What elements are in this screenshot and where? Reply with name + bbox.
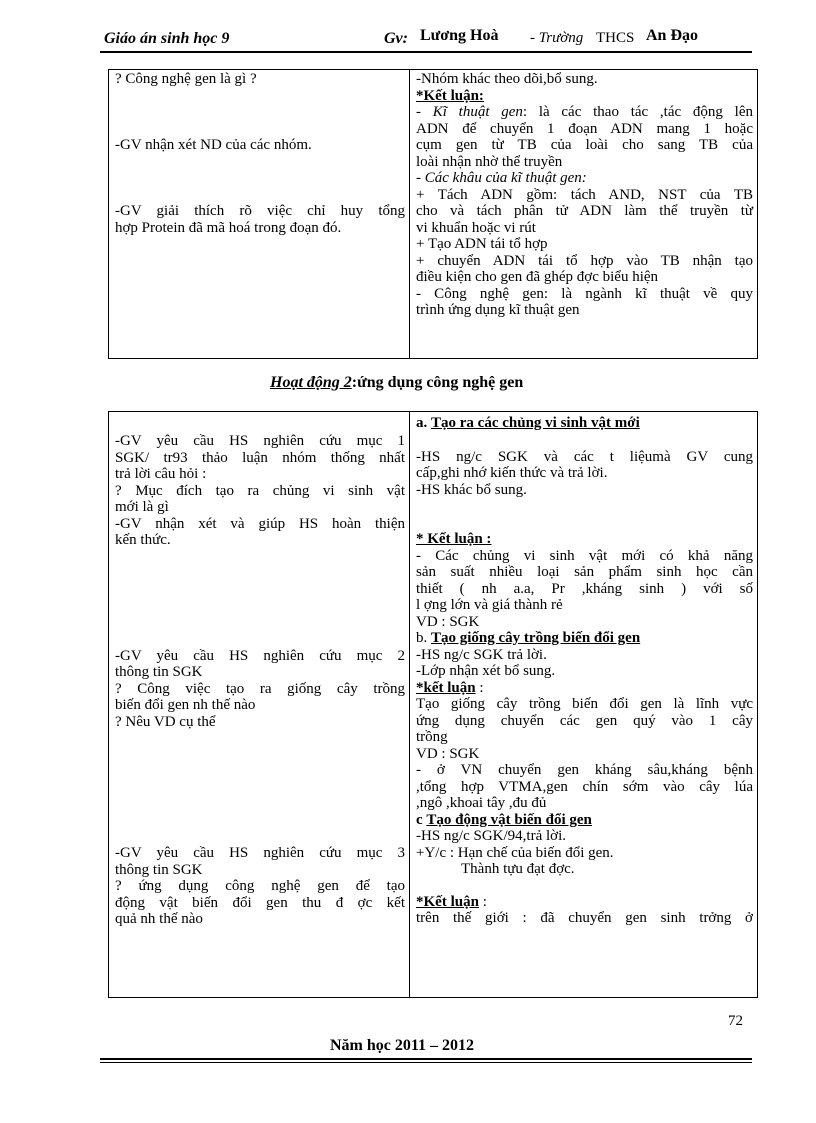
- text-line: vi khuẩn hoặc vi rút: [416, 219, 536, 236]
- teacher-column-1: [109, 70, 410, 359]
- section-heading: [270, 374, 523, 392]
- text-line: ? Nêu VD cụ thể: [115, 713, 216, 730]
- school-label: - Trường: [530, 30, 584, 46]
- text-line: + Tạo ADN tái tổ hợp: [416, 236, 548, 252]
- text-line: -GV nhận xét và giúp HS hoàn thiện: [115, 515, 405, 532]
- text-line: - ở VN chuyển gen kháng sâu,kháng bệnh: [416, 762, 753, 778]
- text-line: -HS ng/c SGK/94,trả lời.: [416, 828, 567, 844]
- conclusion-heading: * Kết luận :: [416, 531, 492, 547]
- text-line: l ợng lớn và giá thành rẻ: [416, 597, 563, 613]
- text-line: cụm gen từ TB của loài cho sang TB của: [416, 137, 753, 153]
- text-line: :: [475, 679, 484, 696]
- text-line: ? ứng dụng công nghệ gen để tạo: [115, 878, 405, 894]
- text-line: -Nhóm khác theo dõi,bổ sung.: [416, 71, 598, 87]
- text-line: trồng: [416, 729, 448, 745]
- text-line: trên thế giới : đã chuyển gen sinh trởng ở: [416, 910, 753, 926]
- text-line: -GV yêu cầu HS nghiên cứu mục 2: [115, 647, 405, 664]
- text-line: -HS ng/c SGK trả lời.: [416, 646, 547, 663]
- text-line: điều kiện cho gen đã ghép đợc biểu hiện: [416, 269, 659, 285]
- text-line: Tạo giống cây trồng biến đổi gen là lĩnh vực: [416, 696, 753, 712]
- text-line: : là các thao tác ,tác động lên: [522, 104, 753, 120]
- question-line: ? Công nghệ gen là gì ?: [115, 71, 257, 87]
- section-title-c: Tạo động vật biến đổi gen: [426, 811, 592, 828]
- heading-text: :ứng dụng công nghệ gen: [351, 374, 524, 391]
- text-line: quả nh thế nào: [115, 911, 203, 927]
- text-line: mới là gì: [115, 499, 169, 515]
- footer-rule: [100, 1058, 752, 1060]
- teacher-name: Lương Hoà: [420, 27, 499, 44]
- text-line: thiết ( nh a.a, Pr ,kháng sinh ) với số: [416, 580, 753, 597]
- section-title-b: Tạo giống cây trồng biến đổi gen: [431, 630, 641, 646]
- term-label: - Kĩ thuật gen: [416, 104, 523, 120]
- activity1-table: [108, 69, 758, 359]
- text-line: - Các chủng vi sinh vật mới có khả năng: [416, 547, 753, 564]
- subject-title: Giáo án sinh học 9: [104, 30, 230, 47]
- text-line: biến đổi gen nh thế nào: [115, 697, 256, 713]
- header-rule: [100, 51, 752, 53]
- section-prefix: b.: [416, 630, 428, 646]
- conclusion-heading: *kết luận: [416, 679, 476, 696]
- text-line: loài nhận nhờ thể truyền: [416, 153, 563, 170]
- conclusion-heading: *Kết luận: [416, 893, 479, 910]
- conclusion-heading: *Kết luận:: [416, 87, 484, 104]
- text-line: thông tin SGK: [115, 861, 203, 878]
- text-line: kến thức.: [115, 532, 171, 548]
- student-column-2: [410, 412, 758, 998]
- text-line: trả lời câu hỏi :: [115, 466, 207, 482]
- text-line: -GV giải thích rõ việc chỉ huy tổng: [115, 203, 405, 219]
- text-line: ,tổng hợp VTMA,gen chín sớm vào cây lúa: [416, 778, 753, 795]
- text-line: ,ngô ,khoai tây ,đu đủ: [416, 795, 547, 811]
- student-column-1: [410, 70, 758, 359]
- heading-label: Hoạt động 2: [270, 374, 352, 391]
- school-year: Năm học 2011 – 2012: [330, 1037, 474, 1054]
- text-line: SGK/ tr93 thảo luận nhóm thống nhất: [115, 449, 405, 466]
- text-line: thông tin SGK: [115, 664, 203, 680]
- activity2-table: [108, 411, 758, 998]
- term-label: - Các khâu của kĩ thuật gen:: [416, 170, 587, 186]
- page-number: 72: [728, 1013, 743, 1029]
- text-line: :: [478, 893, 487, 910]
- page-header: [100, 26, 752, 52]
- text-line: ADN để chuyển 1 đoạn ADN mang 1 hoặc: [416, 120, 753, 137]
- school-name: An Đạo: [646, 27, 699, 44]
- text-line: -GV yêu cầu HS nghiên cứu mục 3: [115, 845, 405, 861]
- text-line: động vật biến đổi gen thu đ ợc kết: [115, 894, 405, 911]
- teacher-label: Gv:: [384, 30, 408, 47]
- text-line: cấp,ghi nhớ kiến thức và trả lời.: [416, 465, 608, 481]
- text-line: -GV nhận xét ND của các nhóm.: [115, 137, 312, 153]
- text-line: +Y/c : Hạn chế của biến đổi gen.: [416, 844, 614, 861]
- text-line: -HS khác bổ sung.: [416, 481, 527, 498]
- text-line: -GV yêu cầu HS nghiên cứu mục 1: [115, 433, 405, 449]
- text-line: + Tách ADN gồm: tách AND, NST của TB: [416, 186, 753, 203]
- text-line: Thành tựu đạt đợc.: [461, 861, 575, 877]
- text-line: sản suất nhiều loại sản phẩm sinh học cần: [416, 564, 753, 580]
- text-line: hợp Protein đã mã hoá trong đoạn đó.: [115, 219, 342, 236]
- text-line: -HS ng/c SGK và các t liệumà GV cung: [416, 448, 753, 465]
- footer-rule-thin: [100, 1062, 752, 1063]
- text-line: + chuyển ADN tái tổ hợp vào TB nhận tạo: [416, 252, 753, 269]
- teacher-column-2: [109, 412, 410, 998]
- text-line: - Công nghệ gen: là ngành kĩ thuật về quy: [416, 285, 753, 302]
- text-line: ? Mục đích tạo ra chủng vi sinh vật: [115, 482, 405, 499]
- text-line: -Lớp nhận xét bổ sung.: [416, 663, 556, 679]
- school-type: THCS: [596, 30, 635, 46]
- text-line: cho và tách phân tử ADN làm thể truyền từ: [416, 203, 753, 219]
- text-line: ? Công việc tạo ra giống cây trồng: [115, 680, 405, 697]
- section-prefix: c: [416, 811, 423, 828]
- section-title-a: Tạo ra các chủng vi sinh vật mới: [431, 415, 640, 431]
- section-prefix: a.: [416, 415, 428, 431]
- text-line: VD : SGK: [416, 745, 480, 762]
- text-line: VD : SGK: [416, 613, 480, 630]
- text-line: trình ứng dụng kĩ thuật gen: [416, 302, 580, 318]
- text-line: ứng dụng chuyển các gen quý vào 1 cây: [416, 712, 753, 729]
